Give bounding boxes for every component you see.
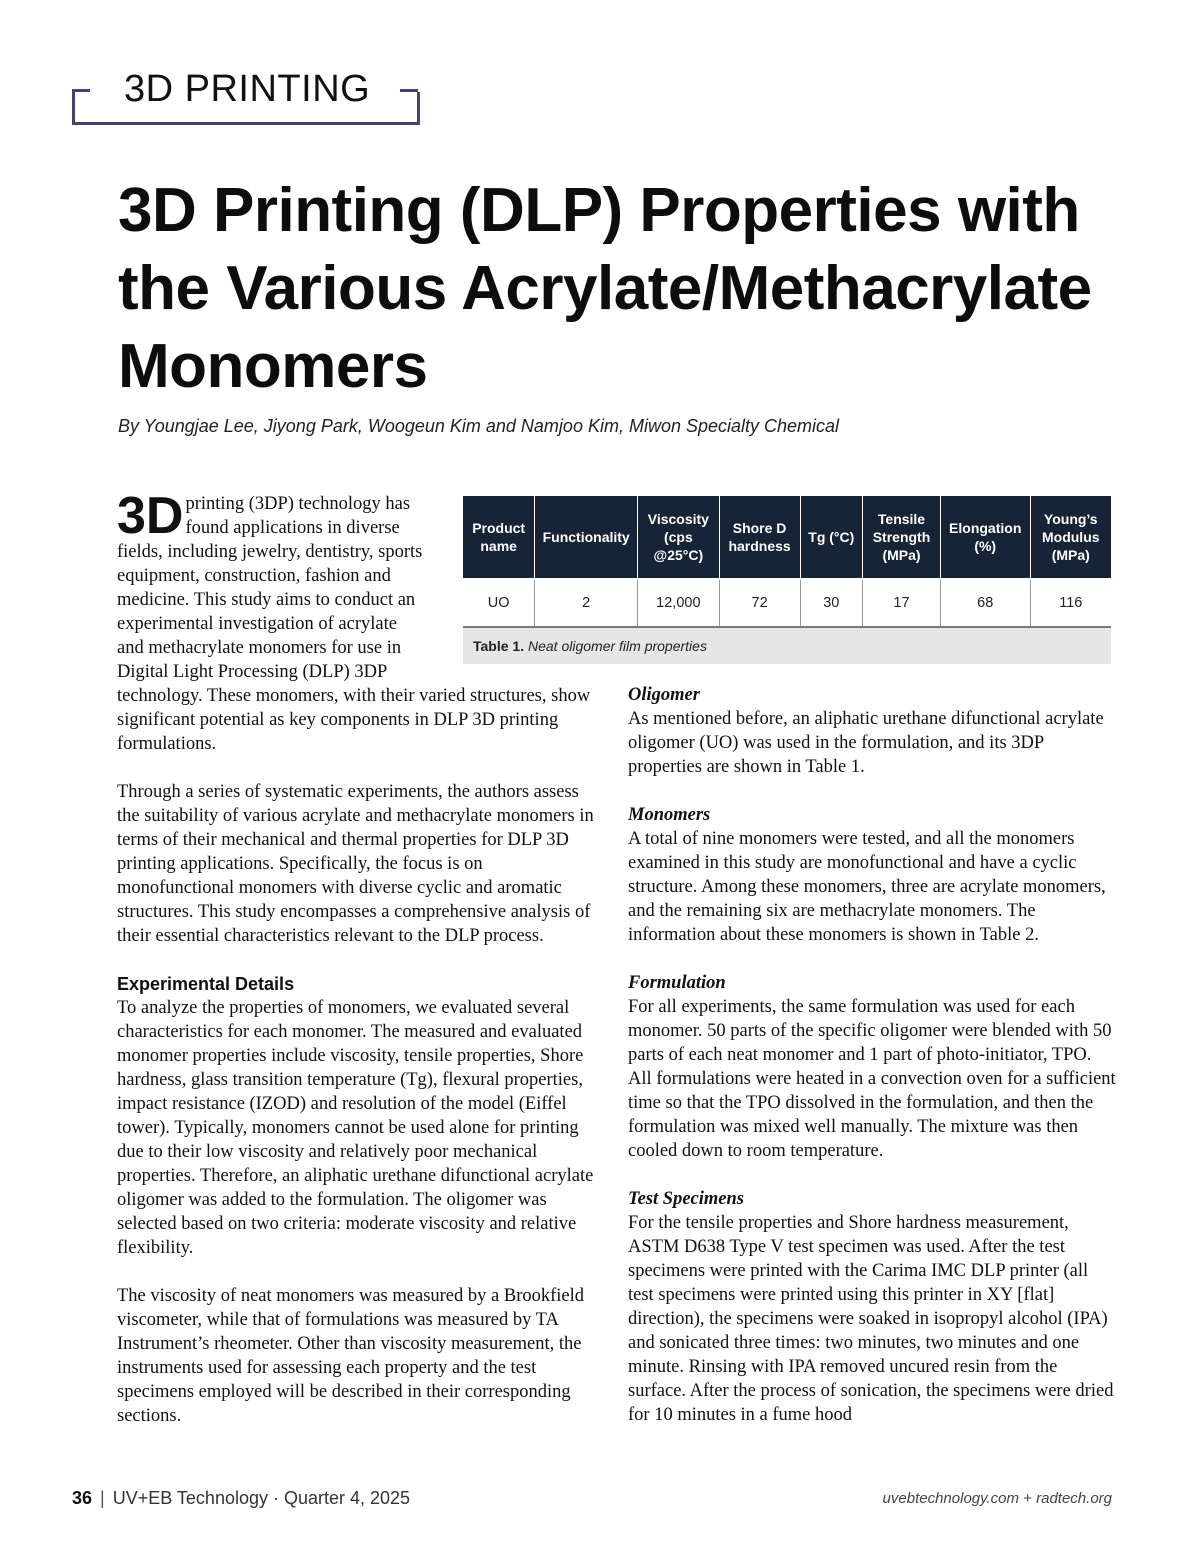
right-column — [628, 683, 1118, 1427]
paragraph-systematic: Through a series of systematic experiments, the authors assess the suitability of various acrylate and methacrylate monomers in terms of their mechanical and thermal properties for DLP 3D printing applications. Specifically, the focus is on monofunctional monomers with diverse cyclic and aromatic structures. This study encompasses a comprehensive analysis of their essential characteristics relevant to the DLP process. — [117, 782, 594, 946]
cell-tg: 30 — [800, 579, 863, 627]
header-tg: Tg (°C) — [800, 496, 863, 579]
header-viscosity: Viscosity (cps @25°C) — [638, 496, 720, 579]
bracket-cap-right — [400, 89, 418, 92]
drop-cap: 3D — [117, 487, 184, 545]
article-title: 3D Printing (DLP) Properties with the Various Acrylate/Methacrylate Monomers — [118, 176, 1092, 401]
heading-monomers: Monomers — [628, 805, 711, 825]
header-functionality: Functionality — [535, 496, 638, 579]
section-label: 3D PRINTING — [118, 68, 376, 111]
header-product-name: Product name — [463, 496, 535, 579]
header-shore-d: Shore D hardness — [719, 496, 800, 579]
paragraph-oligomer: As mentioned before, an aliphatic urethane difunctional acrylate oligomer (UO) was used in the formulation, and its 3DP properties are shown in Table 1. — [628, 709, 1104, 777]
cell-elongation: 68 — [940, 579, 1030, 627]
header-elongation: Elongation (%) — [940, 496, 1030, 579]
header-tensile: Tensile Strength (MPa) — [863, 496, 941, 579]
cell-tensile: 17 — [863, 579, 941, 627]
publication-info: UV+EB Technology · Quarter 4, 2025 — [112, 1488, 411, 1508]
header-youngs-modulus: Young’s Modulus (MPa) — [1030, 496, 1111, 579]
intro-paragraph — [117, 487, 597, 756]
paragraph-experimental: To analyze the properties of monomers, we evaluated several characteristics for each monomer. The measured and evaluated monomer properties include viscosity, tensile properties, Shore hardness, glass transition temperature (Tg), flexural properties, impact resistance (IZOD) and resolution of the model (Eiffel tower). Typically, monomers cannot be used alone for printing due to their low viscosity and relatively poor mechanical properties. Therefore, an aliphatic urethane difunctional acrylate oligomer was added to the formulation. The oligomer was selected based on two criteria: moderate viscosity and relative flexibility. — [117, 998, 594, 1258]
cell-shore-d: 72 — [719, 579, 800, 627]
table-wrap-spacer — [427, 492, 597, 684]
cell-functionality: 2 — [535, 579, 638, 627]
heading-test-specimens: Test Specimens — [628, 1189, 744, 1209]
caption-label: Table 1. — [473, 638, 525, 654]
footer-separator: | — [100, 1488, 105, 1508]
cell-viscosity: 12,000 — [638, 579, 720, 627]
section-tag — [72, 66, 418, 126]
cell-product: UO — [463, 579, 535, 627]
cell-youngs-modulus: 116 — [1030, 579, 1111, 627]
bracket-cap-left — [72, 89, 90, 92]
heading-experimental: Experimental Details — [117, 974, 295, 994]
caption-text: Neat oligomer film properties — [527, 638, 707, 654]
heading-formulation: Formulation — [628, 973, 726, 993]
paragraph-formulation: For all experiments, the same formulation was used for each monomer. 50 parts of the specific oligomer were blended with 50 parts of each neat monomer and 1 part of photo-initiator, TPO. All formulations were heated in a convection oven for a sufficient time so that the TPO dissolved in the formulation, and then the formulation was mixed well manually. The mixture was then cooled down to room temperature. — [628, 997, 1116, 1161]
paragraph-monomers: A total of nine monomers were tested, and all the monomers examined in this study are monofunctional and have a cyclic structure. Among these monomers, three are acrylate monomers, and the remaining six are methacrylate monomers. The information about these monomers is shown in Table 2. — [628, 829, 1106, 945]
paragraph-test-specimens: For the tensile properties and Shore hardness measurement, ASTM D638 Type V test specimen was used. After the test specimens were printed with the Carima IMC DLP printer (all test specimens were printed using this printer in XY [flat] direction), the specimens were soaked in isopropyl alcohol (IPA) and sonicated three times: two minutes, two minutes and one minute. Rinsing with IPA removed uncured resin from the surface. After the process of sonication, the specimens were dried for 10 minutes in a fume hood — [628, 1213, 1114, 1425]
left-column — [117, 487, 597, 1428]
page-number: 36 — [72, 1488, 93, 1508]
footer-websites: uvebtechnology.com + radtech.org — [882, 1490, 1112, 1507]
paragraph-viscosity: The viscosity of neat monomers was measured by a Brookfield viscometer, while that of formulations was measured by TA Instrument’s rheometer. Other than viscosity measurement, the instruments used for assessing each property and the test specimens employed will be described in their corresponding sections. — [117, 1286, 585, 1426]
byline: By Youngjae Lee, Jiyong Park, Woogeun Kim and Namjoo Kim, Miwon Specialty Chemical — [118, 416, 840, 436]
page-footer — [72, 1488, 1112, 1509]
heading-oligomer: Oligomer — [628, 685, 700, 705]
intro-text: printing (3DP) technology has found applications in diverse fields, including jewelry, dentistry, sports equipment, construction, fashion and medicine. This study aims to conduct an experimental investigation of acrylate and methacrylate monomers for use in Digital Light Processing (DLP) 3DP technology. These monomers, with their varied structures, show significant potential as key components in DLP 3D printing formulations. — [117, 494, 591, 754]
